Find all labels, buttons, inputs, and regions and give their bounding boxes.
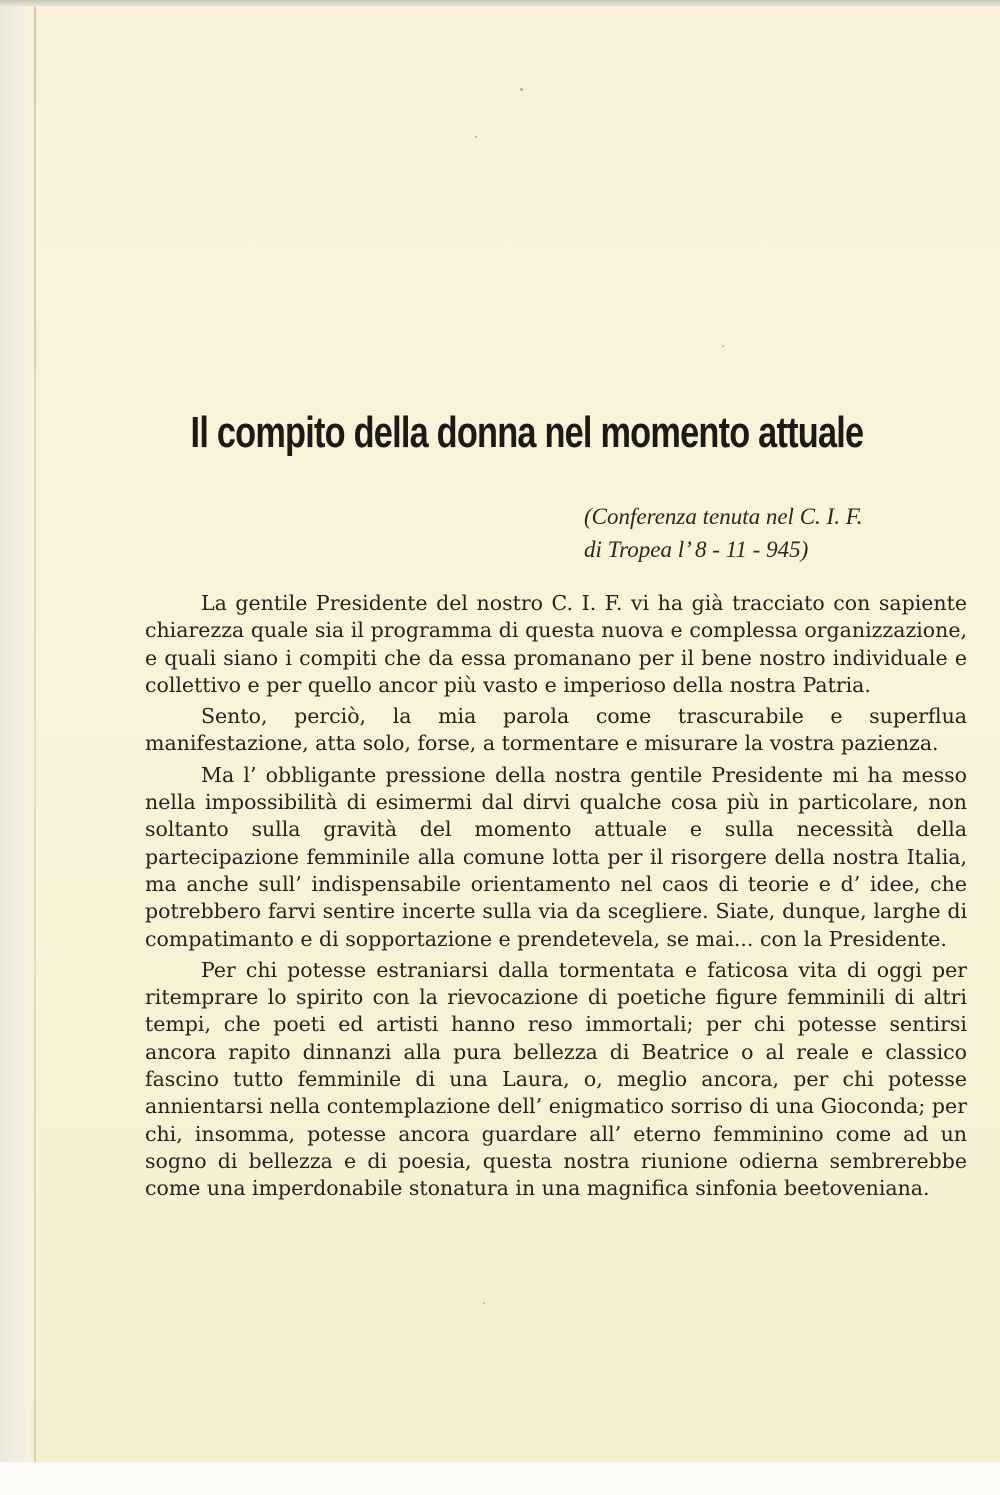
page-margin-shadow (0, 0, 34, 1495)
page-edge-line (34, 0, 36, 1462)
bottom-blank-area (0, 1462, 1000, 1495)
body-paragraph-4: Per chi potesse estraniarsi dalla tormentata e faticosa vita di oggi per ritemprare lo spirito con la rievocazione di poetiche figure femminili di altri tempi, che poeti ed artisti hanno reso immortali; per chi potesse sentirsi ancora rapito dinnanzi alla pura bellezza di Beatrice o al reale e classico fascino tutto femminile di una Laura, o, meglio ancora, per chi potesse annientarsi nella contemplazione dell’ enigmatico sorriso di una Gioconda; per chi, insomma, potesse ancora guardare all’ eterno femminino come ad un sogno di bellezza e di poesia, questa nostra riunione odierna sembrerebbe come una imperdonabile stonatura in una magnifica sinfonia beetoveniana. (145, 957, 967, 1201)
document-title: Il compito della donna nel momento attuale (190, 408, 864, 457)
document-body (145, 590, 967, 1207)
top-page-edge (0, 0, 1000, 6)
body-paragraph-1: La gentile Presidente del nostro C. I. F. vi ha già tracciato con sapiente chiarezza quale sia il programma di questa nuova e complessa organizzazione, e quali siano i compiti che da essa promanano per il bene nostro individuale e collettivo e per quello ancor più vasto e imperioso della nostra Patria. (145, 591, 967, 697)
conference-note (584, 500, 964, 566)
body-paragraph-2: Sento, perciò, la mia parola come trascurabile e superflua manifestazione, atta solo, forse, a tormentare e misurare la vostra pazienza. (145, 704, 967, 756)
conference-note-line-2: di Tropea l’ 8 - 11 - 945) (584, 537, 809, 562)
paper-speck (483, 1302, 485, 1304)
body-paragraph-3: Ma l’ obbligante pressione della nostra gentile Presidente mi ha messo nella impossibilità di esimermi dal dirvi qualche cosa più in particolare, non soltanto sulla gravità del momento attuale e sulla necessità della partecipazione femminile alla comune lotta per il risorgere della nostra Italia, ma anche sull’ indispensabile orientamento nel caos di teorie e d’ idee, che potrebbero farvi sentire incerte sulla via da scegliere. Siate, dunque, larghe di compatimanto e di sopportazione e prendetevela, se mai... con la Presidente. (145, 762, 967, 951)
conference-note-line-1: (Conferenza tenuta nel C. I. F. (584, 504, 863, 529)
paper-speck (475, 136, 477, 138)
paper-speck (520, 88, 523, 91)
paper-speck (722, 345, 724, 347)
